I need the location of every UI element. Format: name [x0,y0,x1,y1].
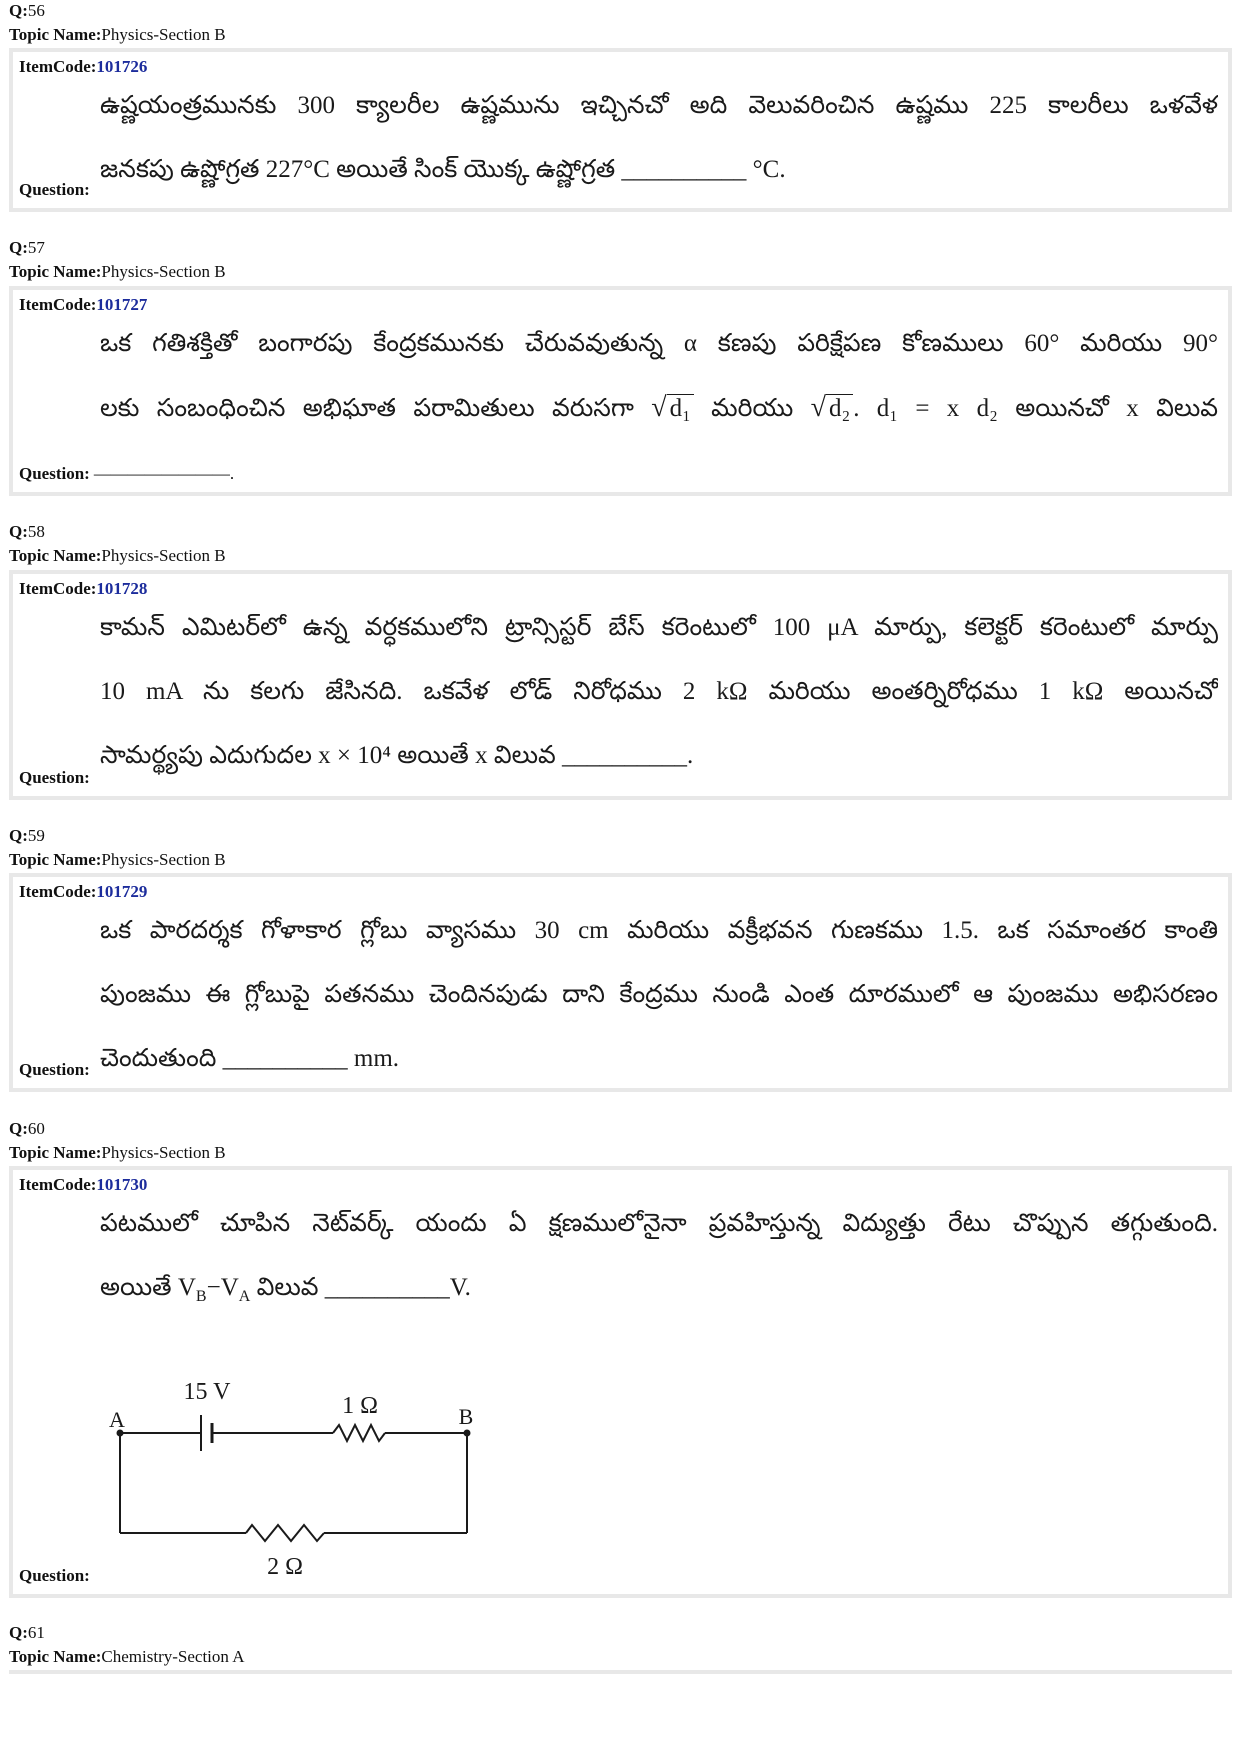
question-number [9,1623,45,1643]
node-a-label: A [109,1407,125,1432]
question-number-value: 60 [27,1119,45,1138]
question-number [9,826,45,846]
question-label-text: Question: [19,1566,90,1585]
question-number-label: Q: [9,826,28,845]
item-code-value: 101729 [96,882,148,901]
node-b-dot [464,1430,471,1437]
topic-name [9,850,226,870]
question-line: చెందుతుంది __________ mm. [100,1045,400,1072]
vb-minus-va [177,1274,251,1305]
minus-sign: − [206,1274,221,1301]
resistor-1-ohm [333,1425,385,1441]
topic-name-value: Physics-Section B [101,850,226,869]
topic-name [9,1143,226,1163]
topic-name-value: Physics-Section B [101,1143,226,1162]
question-label [19,768,90,788]
topic-name [9,25,226,45]
line-text: లకు సంబంధించిన అభిఘాత పరామితులు వరుసగా [100,395,634,422]
question-number-value: 56 [27,1,45,20]
resistor-2-ohm [246,1525,324,1541]
battery-emf-label: 15 V [183,1379,231,1405]
symbol-v: V [177,1274,196,1301]
item-code-label: ItemCode: [19,1175,97,1194]
question-label [19,1060,90,1080]
question-number-label: Q: [9,1119,28,1138]
resistor-1-label: 1 Ω [342,1393,378,1419]
question-box [9,1166,1232,1598]
sqrt-d1 [651,386,694,431]
question-text [100,84,1218,212]
question-text [100,909,1218,1101]
question-number-label: Q: [9,1,28,20]
question-line [100,1266,1218,1330]
question-line [100,386,1218,450]
subscript-a: A [238,1288,251,1305]
question-number [9,1119,45,1139]
question-label [19,1566,90,1586]
answer-blank: ————————. [93,464,235,483]
question-number-label: Q: [9,238,28,257]
item-code-value: 101730 [96,1175,148,1194]
question-number-value: 57 [27,238,45,257]
topic-name-value: Chemistry-Section A [101,1647,245,1666]
item-code-value: 101726 [96,57,148,76]
question-text [100,1202,1218,1330]
question-text [100,322,1218,450]
topic-name [9,1647,244,1667]
topic-name-value: Physics-Section B [101,546,226,565]
line-text: . d₁ = x d₂ అయినచో x విలువ [853,395,1218,422]
question-line: ఒక పారదర్శక గోళాకార గ్లోబు వ్యాసము 30 cm మరియు వక్రీభవన గుణకము 1.5. ఒక సమాంతర కాంతి [100,917,1218,944]
question-line: ఒక గతిశక్తితో బంగారపు కేంద్రకమునకు చేరువవుతున్న α కణపు పరిక్షేపణ కోణములు 60° మరియు 90° [100,330,1218,357]
question-box [9,570,1232,800]
item-code [19,57,147,77]
resistor-2-label: 2 Ω [267,1554,303,1580]
topic-name-label: Topic Name: [9,262,102,281]
question-label-text: Question: [19,768,90,787]
question-number-label: Q: [9,1623,28,1642]
question-number-value: 61 [27,1623,45,1642]
question-number-value: 59 [27,826,45,845]
question-label [19,180,90,200]
topic-name-value: Physics-Section B [101,262,226,281]
question-box-top-edge [9,1670,1232,1674]
topic-name-value: Physics-Section B [101,25,226,44]
radical-sign: √ [651,392,667,423]
line-text: అయితే [100,1274,172,1301]
item-code [19,579,147,599]
question-text [100,606,1218,798]
topic-name-label: Topic Name: [9,25,102,44]
radicand-d1: d₁ [667,394,694,422]
question-number-value: 58 [27,522,45,541]
topic-name-label: Topic Name: [9,1647,102,1666]
question-number [9,238,45,258]
sqrt-d2 [811,386,854,431]
question-box [9,48,1232,212]
item-code-label: ItemCode: [19,295,97,314]
question-line: పటములో చూపిన నెట్‌వర్క్ యందు ఏ క్షణములోనైనా ప్రవహిస్తున్న విద్యుత్తు రేటు చొప్పున తగ్గుతుంది. [100,1210,1218,1237]
question-label [19,464,234,484]
question-line: కామన్ ఎమిటర్‌లో ఉన్న వర్ధకములోని ట్రాన్సిస్టర్ బేస్ కరెంటులో 100 μA మార్పు, కలెక్టర్ కరెంటులో మార్పు [100,614,1218,641]
topic-name-label: Topic Name: [9,1143,102,1162]
question-box [9,873,1232,1092]
question-number [9,1,45,21]
question-label-text: Question: [19,464,90,483]
subscript-b: B [195,1288,207,1305]
item-code [19,295,147,315]
item-code-value: 101727 [96,295,148,314]
node-b-label: B [458,1404,474,1429]
item-code [19,1175,147,1195]
item-code-value: 101728 [96,579,148,598]
question-line: 10 mA ను కలగు జేసినది. ఒకవేళ లోడ్ నిరోధము 2 kΩ మరియు అంతర్నిరోధము 1 kΩ అయినచో [100,678,1218,705]
question-line: పుంజము ఈ గ్లోబుపై పతనము చెందినపుడు దాని కేంద్రము నుండి ఎంత దూరములో ఆ పుంజము అభిసరణం [100,981,1218,1008]
question-line: జనకపు ఉష్ణోగ్రత 227°C అయితే సింక్ యొక్క ఉష్ణోగ్రత __________ °C. [100,156,786,183]
radical-sign: √ [810,392,826,423]
question-number [9,522,45,542]
line-text: మరియు [711,395,794,422]
item-code [19,882,147,902]
question-label-text: Question: [19,180,90,199]
circuit-diagram [100,1365,500,1580]
symbol-v: V [220,1274,239,1301]
topic-name-label: Topic Name: [9,850,102,869]
topic-name [9,546,226,566]
question-number-label: Q: [9,522,28,541]
topic-name [9,262,226,282]
question-label-text: Question: [19,1060,90,1079]
question-box [9,286,1232,496]
item-code-label: ItemCode: [19,882,97,901]
item-code-label: ItemCode: [19,579,97,598]
line-text: విలువ __________V. [256,1274,471,1301]
radicand-d2: d₂ [826,394,853,422]
item-code-label: ItemCode: [19,57,97,76]
topic-name-label: Topic Name: [9,546,102,565]
question-line: సామర్థ్యపు ఎదుగుదల x × 10⁴ అయితే x విలువ __________. [100,742,694,769]
question-line: ఉష్ణయంత్రమునకు 300 క్యాలరీల ఉష్ణమును ఇచ్చినచో అది వెలువరించిన ఉష్ణము 225 కాలరీలు ఒళవేళ [100,92,1218,119]
